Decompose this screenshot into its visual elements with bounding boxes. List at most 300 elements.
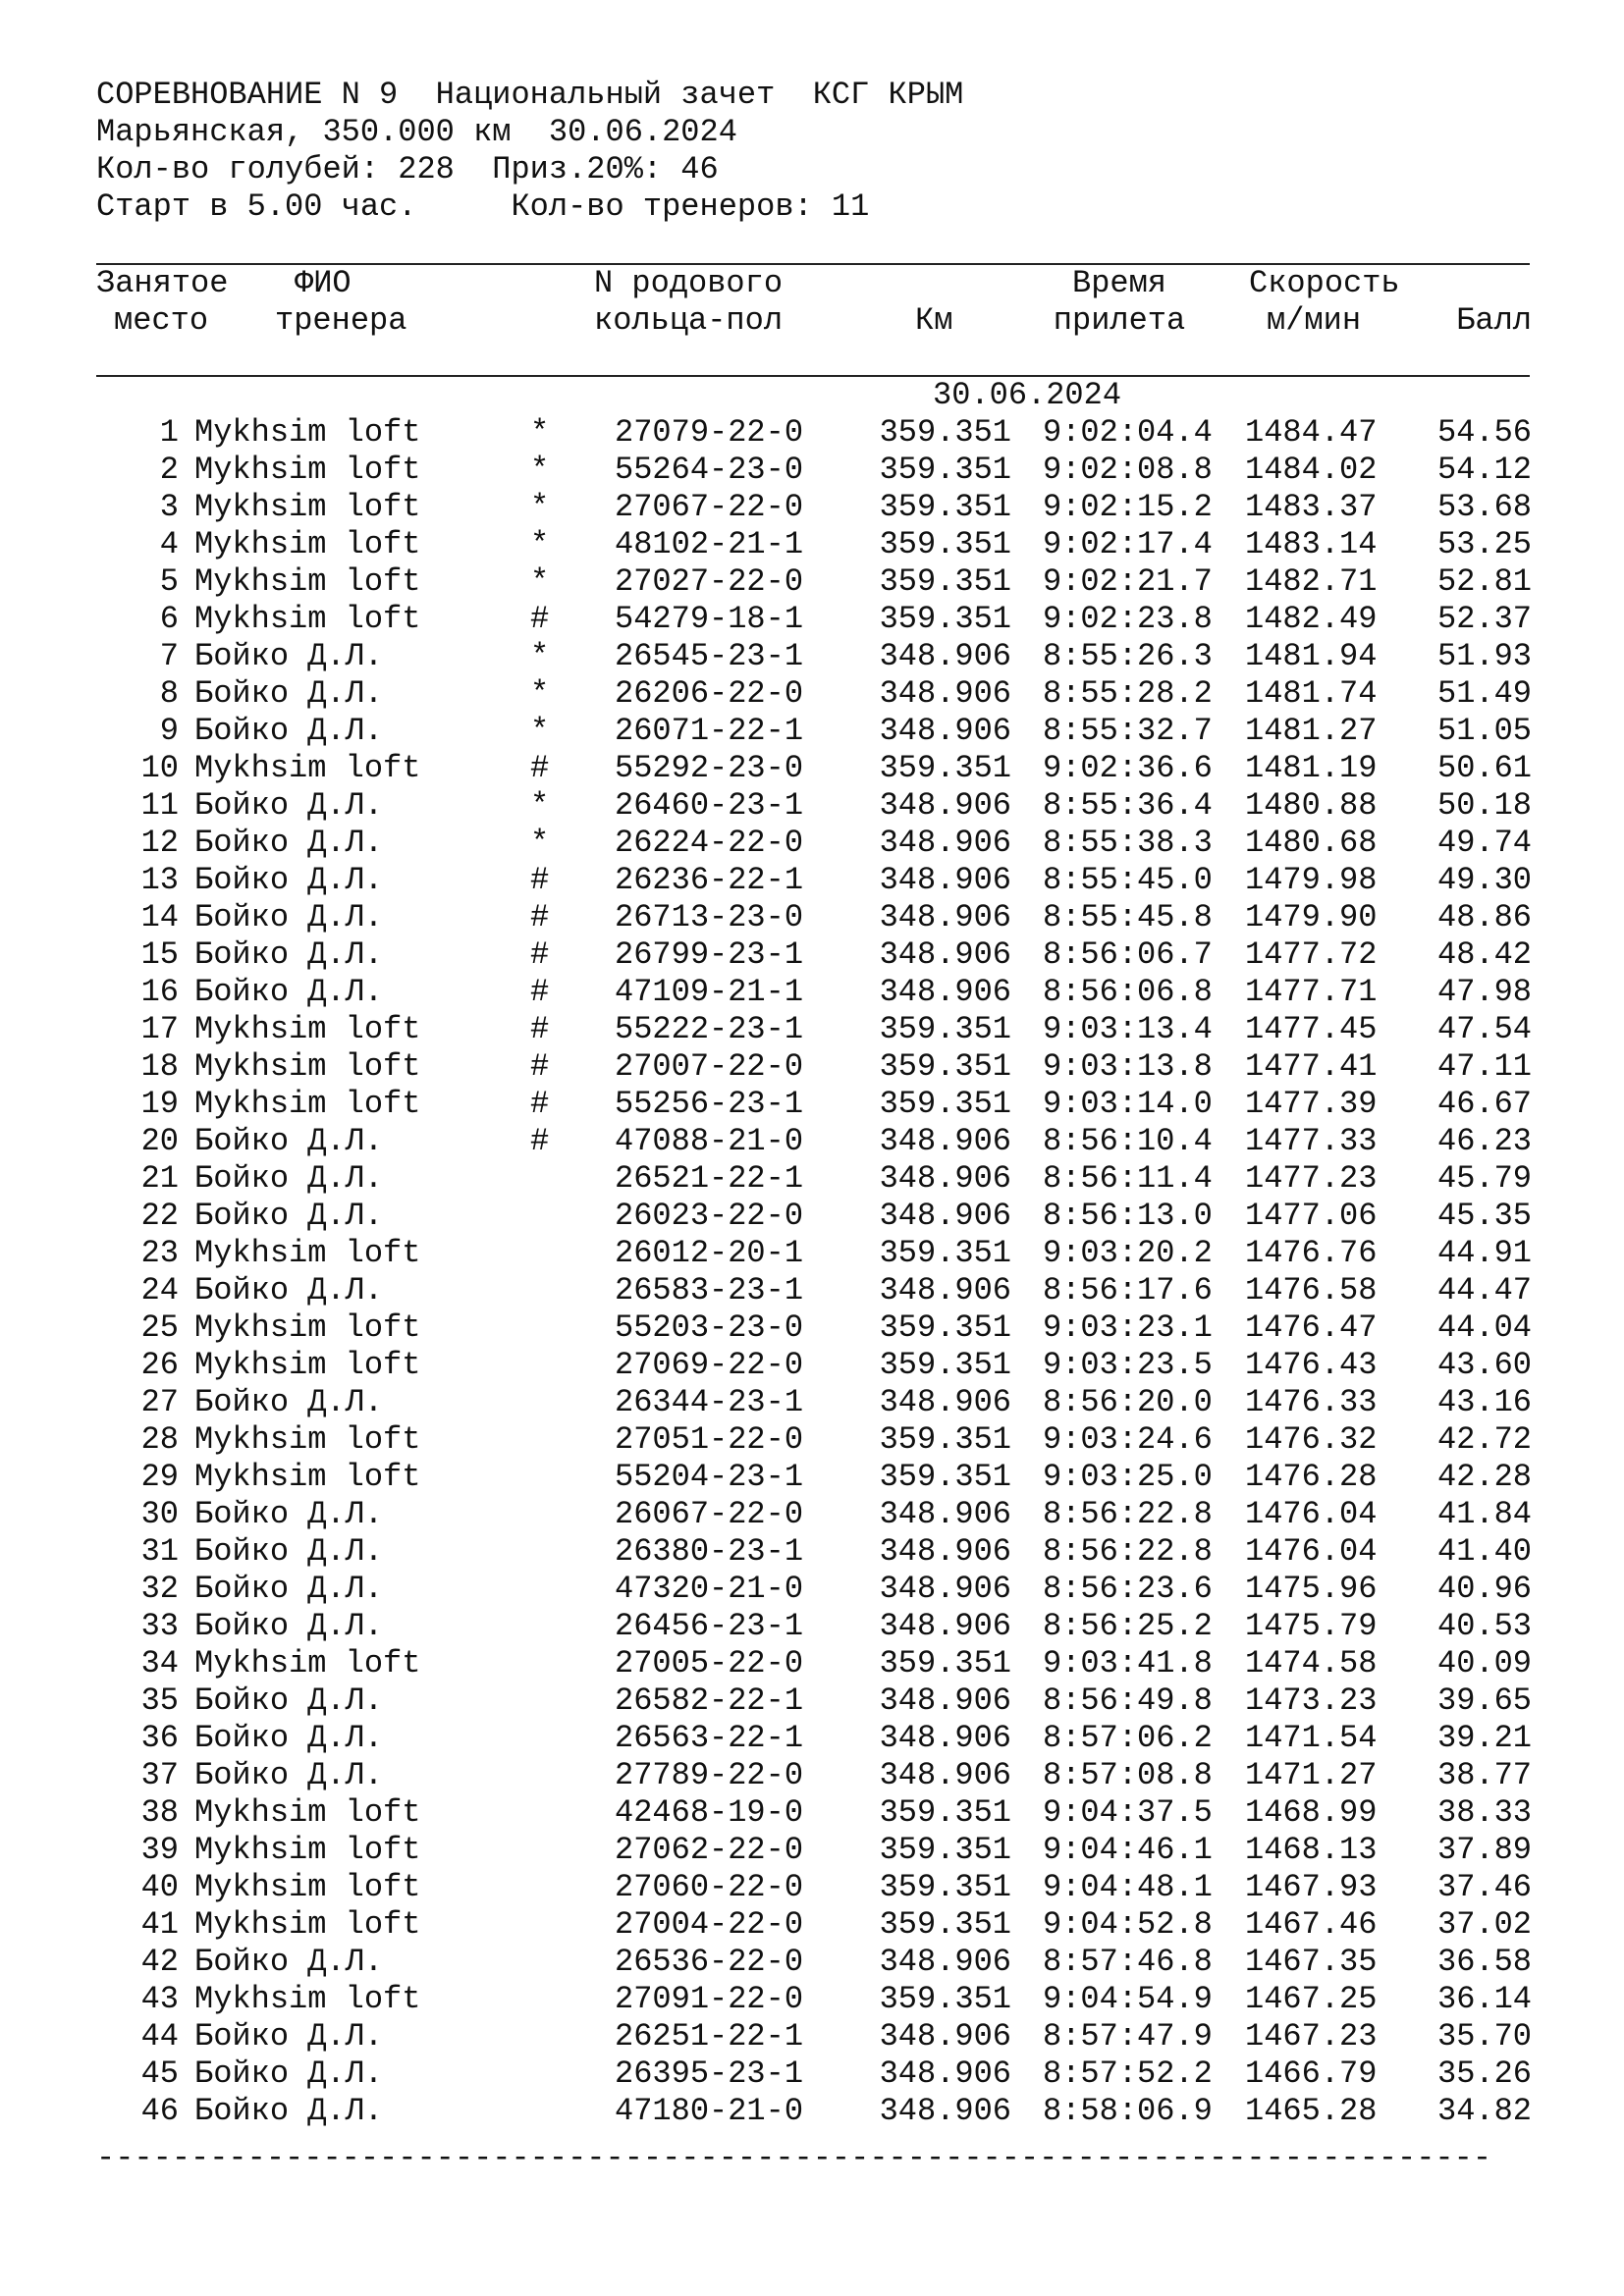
row-arrival-time: 8:57:46.8 (1043, 1944, 1213, 1980)
row-place: 1 (159, 414, 179, 451)
row-arrival-time: 8:58:06.9 (1043, 2093, 1213, 2129)
row-place: 21 (140, 1160, 179, 1197)
row-ring-number: 42468-19-0 (615, 1794, 804, 1831)
row-speed: 1476.32 (1245, 1421, 1378, 1458)
row-score: 53.68 (1436, 489, 1532, 525)
row-speed: 1481.94 (1245, 638, 1378, 674)
row-trainer-name: Бойко Д.Л. (194, 675, 384, 712)
row-ring-number: 27004-22-0 (615, 1906, 804, 1943)
row-score: 45.79 (1436, 1160, 1532, 1197)
row-trainer-name: Mykhsim loft (194, 1048, 421, 1085)
row-distance-km: 348.906 (879, 638, 1011, 674)
row-score: 41.40 (1436, 1533, 1532, 1570)
row-mark: # (530, 974, 550, 1010)
row-score: 45.35 (1436, 1198, 1532, 1234)
row-place: 19 (140, 1086, 179, 1122)
row-distance-km: 359.351 (879, 563, 1011, 600)
row-ring-number: 27789-22-0 (615, 1757, 804, 1793)
row-speed: 1476.33 (1245, 1384, 1378, 1420)
row-distance-km: 359.351 (879, 1309, 1011, 1346)
row-speed: 1467.23 (1245, 2018, 1378, 2055)
row-place: 17 (140, 1011, 179, 1047)
row-ring-number: 27091-22-0 (615, 1981, 804, 2017)
pigeon-count: Кол-во голубей: 228 Приз.20%: 46 (96, 151, 719, 187)
row-distance-km: 359.351 (879, 750, 1011, 786)
row-ring-number: 26206-22-0 (615, 675, 804, 712)
row-place: 9 (159, 713, 179, 749)
row-arrival-time: 9:02:08.8 (1043, 452, 1213, 488)
row-arrival-time: 8:56:23.6 (1043, 1571, 1213, 1607)
row-arrival-time: 9:03:13.4 (1043, 1011, 1213, 1047)
row-trainer-name: Бойко Д.Л. (194, 936, 384, 973)
row-arrival-time: 8:56:11.4 (1043, 1160, 1213, 1197)
row-ring-number: 26023-22-0 (615, 1198, 804, 1234)
row-distance-km: 348.906 (879, 2056, 1011, 2092)
row-score: 36.58 (1436, 1944, 1532, 1980)
row-distance-km: 359.351 (879, 452, 1011, 488)
row-score: 44.04 (1436, 1309, 1532, 1346)
row-ring-number: 54279-18-1 (615, 601, 804, 637)
row-ring-number: 55256-23-1 (615, 1086, 804, 1122)
row-trainer-name: Бойко Д.Л. (194, 1496, 384, 1532)
row-arrival-time: 8:55:28.2 (1043, 675, 1213, 712)
row-speed: 1477.23 (1245, 1160, 1378, 1197)
row-mark: # (530, 862, 550, 898)
row-speed: 1477.06 (1245, 1198, 1378, 1234)
row-ring-number: 26456-23-1 (615, 1608, 804, 1644)
row-ring-number: 26344-23-1 (615, 1384, 804, 1420)
row-place: 29 (140, 1459, 179, 1495)
row-distance-km: 348.906 (879, 1944, 1011, 1980)
row-mark: * (530, 563, 550, 600)
row-arrival-time: 8:56:06.7 (1043, 936, 1213, 973)
row-place: 30 (140, 1496, 179, 1532)
row-place: 44 (140, 2018, 179, 2055)
footer-dashed-rule: -------------------------------------------------------------------------- (96, 2140, 1492, 2176)
row-speed: 1476.43 (1245, 1347, 1378, 1383)
row-arrival-time: 8:55:32.7 (1043, 713, 1213, 749)
row-arrival-time: 9:03:23.1 (1043, 1309, 1213, 1346)
row-place: 34 (140, 1645, 179, 1682)
row-arrival-time: 8:57:06.2 (1043, 1720, 1213, 1756)
row-distance-km: 359.351 (879, 1981, 1011, 2017)
row-trainer-name: Mykhsim loft (194, 1011, 421, 1047)
row-trainer-name: Mykhsim loft (194, 1832, 421, 1868)
date-section-label: 30.06.2024 (933, 377, 1122, 413)
race-location-date: Марьянская, 350.000 км 30.06.2024 (96, 114, 737, 150)
row-trainer-name: Бойко Д.Л. (194, 825, 384, 861)
row-speed: 1466.79 (1245, 2056, 1378, 2092)
row-distance-km: 359.351 (879, 1869, 1011, 1905)
row-arrival-time: 9:02:23.8 (1043, 601, 1213, 637)
row-ring-number: 26460-23-1 (615, 787, 804, 824)
row-arrival-time: 8:56:20.0 (1043, 1384, 1213, 1420)
row-speed: 1481.27 (1245, 713, 1378, 749)
row-score: 35.70 (1436, 2018, 1532, 2055)
row-arrival-time: 8:56:49.8 (1043, 1682, 1213, 1719)
row-ring-number: 26536-22-0 (615, 1944, 804, 1980)
row-trainer-name: Mykhsim loft (194, 1421, 421, 1458)
row-distance-km: 348.906 (879, 1571, 1011, 1607)
row-distance-km: 348.906 (879, 1608, 1011, 1644)
row-place: 18 (140, 1048, 179, 1085)
row-speed: 1480.68 (1245, 825, 1378, 861)
row-score: 51.93 (1436, 638, 1532, 674)
row-score: 40.09 (1436, 1645, 1532, 1682)
row-place: 15 (140, 936, 179, 973)
row-distance-km: 348.906 (879, 862, 1011, 898)
row-arrival-time: 8:56:25.2 (1043, 1608, 1213, 1644)
row-ring-number: 27027-22-0 (615, 563, 804, 600)
row-ring-number: 26071-22-1 (615, 713, 804, 749)
row-score: 52.37 (1436, 601, 1532, 637)
row-score: 54.12 (1436, 452, 1532, 488)
row-ring-number: 27067-22-0 (615, 489, 804, 525)
row-place: 12 (140, 825, 179, 861)
row-mark: # (530, 899, 550, 935)
row-score: 48.42 (1436, 936, 1532, 973)
row-arrival-time: 9:04:54.9 (1043, 1981, 1213, 2017)
row-arrival-time: 8:56:06.8 (1043, 974, 1213, 1010)
row-place: 45 (140, 2056, 179, 2092)
row-mark: * (530, 787, 550, 824)
row-place: 39 (140, 1832, 179, 1868)
row-place: 41 (140, 1906, 179, 1943)
row-trainer-name: Бойко Д.Л. (194, 1944, 384, 1980)
row-place: 10 (140, 750, 179, 786)
row-arrival-time: 9:03:14.0 (1043, 1086, 1213, 1122)
row-distance-km: 359.351 (879, 1794, 1011, 1831)
row-trainer-name: Mykhsim loft (194, 563, 421, 600)
row-arrival-time: 9:02:21.7 (1043, 563, 1213, 600)
row-distance-km: 359.351 (879, 1421, 1011, 1458)
row-ring-number: 26395-23-1 (615, 2056, 804, 2092)
row-place: 28 (140, 1421, 179, 1458)
row-place: 31 (140, 1533, 179, 1570)
row-distance-km: 359.351 (879, 601, 1011, 637)
row-speed: 1484.02 (1245, 452, 1378, 488)
row-speed: 1479.90 (1245, 899, 1378, 935)
row-distance-km: 348.906 (879, 2018, 1011, 2055)
row-speed: 1475.79 (1245, 1608, 1378, 1644)
row-trainer-name: Бойко Д.Л. (194, 2056, 384, 2092)
row-speed: 1483.37 (1245, 489, 1378, 525)
row-speed: 1477.41 (1245, 1048, 1378, 1085)
row-arrival-time: 9:02:36.6 (1043, 750, 1213, 786)
row-arrival-time: 8:57:47.9 (1043, 2018, 1213, 2055)
row-trainer-name: Бойко Д.Л. (194, 1384, 384, 1420)
row-place: 6 (159, 601, 179, 637)
row-distance-km: 348.906 (879, 1198, 1011, 1234)
row-ring-number: 26799-23-1 (615, 936, 804, 973)
row-place: 7 (159, 638, 179, 674)
row-ring-number: 27079-22-0 (615, 414, 804, 451)
row-arrival-time: 9:03:23.5 (1043, 1347, 1213, 1383)
row-trainer-name: Бойко Д.Л. (194, 862, 384, 898)
row-speed: 1465.28 (1245, 2093, 1378, 2129)
row-speed: 1474.58 (1245, 1645, 1378, 1682)
col-time-header-1: Время (1071, 265, 1166, 301)
row-arrival-time: 9:04:37.5 (1043, 1794, 1213, 1831)
row-speed: 1484.47 (1245, 414, 1378, 451)
row-score: 34.82 (1436, 2093, 1532, 2129)
row-ring-number: 27007-22-0 (615, 1048, 804, 1085)
row-ring-number: 55203-23-0 (615, 1309, 804, 1346)
row-place: 32 (140, 1571, 179, 1607)
row-trainer-name: Бойко Д.Л. (194, 1757, 384, 1793)
row-ring-number: 27060-22-0 (615, 1869, 804, 1905)
row-distance-km: 348.906 (879, 1384, 1011, 1420)
row-distance-km: 359.351 (879, 1645, 1011, 1682)
row-trainer-name: Mykhsim loft (194, 1309, 421, 1346)
row-score: 43.60 (1436, 1347, 1532, 1383)
row-distance-km: 348.906 (879, 1682, 1011, 1719)
row-place: 46 (140, 2093, 179, 2129)
row-distance-km: 359.351 (879, 489, 1011, 525)
row-mark: # (530, 1048, 550, 1085)
row-trainer-name: Бойко Д.Л. (194, 713, 384, 749)
row-speed: 1467.35 (1245, 1944, 1378, 1980)
row-score: 44.91 (1436, 1235, 1532, 1271)
row-place: 37 (140, 1757, 179, 1793)
row-ring-number: 55292-23-0 (615, 750, 804, 786)
row-score: 52.81 (1436, 563, 1532, 600)
row-distance-km: 348.906 (879, 1496, 1011, 1532)
row-distance-km: 348.906 (879, 1533, 1011, 1570)
row-distance-km: 359.351 (879, 526, 1011, 562)
row-speed: 1477.72 (1245, 936, 1378, 973)
row-arrival-time: 9:02:15.2 (1043, 489, 1213, 525)
row-trainer-name: Mykhsim loft (194, 601, 421, 637)
col-name-header-2: тренера (275, 302, 407, 339)
row-score: 46.67 (1436, 1086, 1532, 1122)
row-place: 24 (140, 1272, 179, 1308)
row-place: 40 (140, 1869, 179, 1905)
row-score: 36.14 (1436, 1981, 1532, 2017)
row-speed: 1468.99 (1245, 1794, 1378, 1831)
row-ring-number: 26545-23-1 (615, 638, 804, 674)
row-trainer-name: Mykhsim loft (194, 750, 421, 786)
row-score: 50.61 (1436, 750, 1532, 786)
row-score: 49.30 (1436, 862, 1532, 898)
row-speed: 1467.93 (1245, 1869, 1378, 1905)
row-speed: 1480.88 (1245, 787, 1378, 824)
row-arrival-time: 8:57:52.2 (1043, 2056, 1213, 2092)
row-place: 22 (140, 1198, 179, 1234)
row-arrival-time: 9:02:04.4 (1043, 414, 1213, 451)
row-speed: 1477.33 (1245, 1123, 1378, 1159)
row-distance-km: 348.906 (879, 1272, 1011, 1308)
row-arrival-time: 8:56:22.8 (1043, 1533, 1213, 1570)
row-trainer-name: Бойко Д.Л. (194, 2093, 384, 2129)
row-place: 16 (140, 974, 179, 1010)
row-speed: 1471.54 (1245, 1720, 1378, 1756)
row-arrival-time: 8:55:38.3 (1043, 825, 1213, 861)
row-score: 35.26 (1436, 2056, 1532, 2092)
row-trainer-name: Бойко Д.Л. (194, 2018, 384, 2055)
row-ring-number: 48102-21-1 (615, 526, 804, 562)
row-speed: 1482.49 (1245, 601, 1378, 637)
row-score: 48.86 (1436, 899, 1532, 935)
row-mark: * (530, 452, 550, 488)
row-distance-km: 348.906 (879, 787, 1011, 824)
row-score: 40.53 (1436, 1608, 1532, 1644)
row-distance-km: 359.351 (879, 1906, 1011, 1943)
row-speed: 1467.25 (1245, 1981, 1378, 2017)
row-ring-number: 26236-22-1 (615, 862, 804, 898)
row-speed: 1468.13 (1245, 1832, 1378, 1868)
row-ring-number: 26012-20-1 (615, 1235, 804, 1271)
row-place: 11 (140, 787, 179, 824)
row-arrival-time: 8:55:45.8 (1043, 899, 1213, 935)
row-trainer-name: Mykhsim loft (194, 1869, 421, 1905)
row-trainer-name: Mykhsim loft (194, 1347, 421, 1383)
row-distance-km: 348.906 (879, 1757, 1011, 1793)
col-speed-header-2: м/мин (1267, 302, 1362, 339)
row-score: 37.89 (1436, 1832, 1532, 1868)
row-trainer-name: Mykhsim loft (194, 489, 421, 525)
row-trainer-name: Mykhsim loft (194, 1235, 421, 1271)
row-arrival-time: 9:02:17.4 (1043, 526, 1213, 562)
col-ring-header-2: кольца-пол (594, 302, 784, 339)
row-ring-number: 27005-22-0 (615, 1645, 804, 1682)
row-trainer-name: Бойко Д.Л. (194, 1720, 384, 1756)
row-ring-number: 26563-22-1 (615, 1720, 804, 1756)
row-distance-km: 359.351 (879, 1235, 1011, 1271)
row-ring-number: 26521-22-1 (615, 1160, 804, 1197)
row-distance-km: 359.351 (879, 1048, 1011, 1085)
row-ring-number: 55222-23-1 (615, 1011, 804, 1047)
row-arrival-time: 8:55:36.4 (1043, 787, 1213, 824)
row-arrival-time: 8:56:22.8 (1043, 1496, 1213, 1532)
col-time-header-2: прилета (1053, 302, 1186, 339)
row-mark: * (530, 414, 550, 451)
col-place-header-1: Занятое (96, 265, 229, 301)
row-distance-km: 348.906 (879, 974, 1011, 1010)
row-trainer-name: Бойко Д.Л. (194, 899, 384, 935)
row-speed: 1467.46 (1245, 1906, 1378, 1943)
row-score: 42.72 (1436, 1421, 1532, 1458)
row-place: 35 (140, 1682, 179, 1719)
row-arrival-time: 9:03:25.0 (1043, 1459, 1213, 1495)
row-score: 43.16 (1436, 1384, 1532, 1420)
row-arrival-time: 9:04:52.8 (1043, 1906, 1213, 1943)
row-place: 4 (159, 526, 179, 562)
row-trainer-name: Mykhsim loft (194, 414, 421, 451)
row-trainer-name: Бойко Д.Л. (194, 787, 384, 824)
row-score: 38.33 (1436, 1794, 1532, 1831)
row-speed: 1476.04 (1245, 1496, 1378, 1532)
row-speed: 1477.39 (1245, 1086, 1378, 1122)
row-speed: 1477.45 (1245, 1011, 1378, 1047)
row-distance-km: 348.906 (879, 1123, 1011, 1159)
row-place: 3 (159, 489, 179, 525)
row-place: 38 (140, 1794, 179, 1831)
row-trainer-name: Mykhsim loft (194, 1645, 421, 1682)
row-trainer-name: Mykhsim loft (194, 452, 421, 488)
row-speed: 1479.98 (1245, 862, 1378, 898)
row-ring-number: 27062-22-0 (615, 1832, 804, 1868)
row-arrival-time: 9:04:46.1 (1043, 1832, 1213, 1868)
row-score: 47.11 (1436, 1048, 1532, 1085)
row-score: 37.02 (1436, 1906, 1532, 1943)
row-mark: * (530, 713, 550, 749)
col-place-header-2: место (114, 302, 209, 339)
row-score: 39.65 (1436, 1682, 1532, 1719)
row-distance-km: 359.351 (879, 1086, 1011, 1122)
row-ring-number: 26251-22-1 (615, 2018, 804, 2055)
row-trainer-name: Бойко Д.Л. (194, 1608, 384, 1644)
row-trainer-name: Бойко Д.Л. (194, 638, 384, 674)
row-speed: 1476.47 (1245, 1309, 1378, 1346)
row-ring-number: 26224-22-0 (615, 825, 804, 861)
row-ring-number: 26067-22-0 (615, 1496, 804, 1532)
col-ring-header-1: N родового (594, 265, 784, 301)
row-distance-km: 348.906 (879, 825, 1011, 861)
row-score: 39.21 (1436, 1720, 1532, 1756)
row-place: 25 (140, 1309, 179, 1346)
row-trainer-name: Бойко Д.Л. (194, 1272, 384, 1308)
row-place: 14 (140, 899, 179, 935)
row-ring-number: 55264-23-0 (615, 452, 804, 488)
row-speed: 1476.28 (1245, 1459, 1378, 1495)
row-speed: 1476.76 (1245, 1235, 1378, 1271)
row-place: 13 (140, 862, 179, 898)
row-speed: 1481.74 (1245, 675, 1378, 712)
row-trainer-name: Mykhsim loft (194, 1981, 421, 2017)
row-place: 8 (159, 675, 179, 712)
row-arrival-time: 9:03:41.8 (1043, 1645, 1213, 1682)
row-score: 38.77 (1436, 1757, 1532, 1793)
competition-title: СОРЕВНОВАНИЕ N 9 Национальный зачет КСГ КРЫМ (96, 77, 964, 113)
row-speed: 1477.71 (1245, 974, 1378, 1010)
row-ring-number: 26713-23-0 (615, 899, 804, 935)
row-arrival-time: 8:56:13.0 (1043, 1198, 1213, 1234)
row-place: 43 (140, 1981, 179, 2017)
row-place: 42 (140, 1944, 179, 1980)
row-score: 47.98 (1436, 974, 1532, 1010)
row-ring-number: 27051-22-0 (615, 1421, 804, 1458)
start-time-trainers: Старт в 5.00 час. Кол-во тренеров: 11 (96, 188, 870, 225)
row-mark: # (530, 936, 550, 973)
row-score: 41.84 (1436, 1496, 1532, 1532)
row-mark: * (530, 675, 550, 712)
row-mark: * (530, 526, 550, 562)
row-mark: # (530, 1123, 550, 1159)
row-score: 51.49 (1436, 675, 1532, 712)
row-score: 50.18 (1436, 787, 1532, 824)
row-place: 26 (140, 1347, 179, 1383)
row-place: 20 (140, 1123, 179, 1159)
row-ring-number: 47088-21-0 (615, 1123, 804, 1159)
row-score: 51.05 (1436, 713, 1532, 749)
col-name-header-1: ФИО (295, 265, 352, 301)
row-trainer-name: Бойко Д.Л. (194, 1123, 384, 1159)
row-mark: * (530, 825, 550, 861)
col-score-header: Балл (1456, 302, 1532, 339)
row-trainer-name: Бойко Д.Л. (194, 1198, 384, 1234)
row-mark: * (530, 489, 550, 525)
row-distance-km: 348.906 (879, 899, 1011, 935)
row-distance-km: 348.906 (879, 1720, 1011, 1756)
row-score: 47.54 (1436, 1011, 1532, 1047)
row-place: 2 (159, 452, 179, 488)
row-arrival-time: 8:56:10.4 (1043, 1123, 1213, 1159)
row-distance-km: 359.351 (879, 1832, 1011, 1868)
row-score: 54.56 (1436, 414, 1532, 451)
row-distance-km: 348.906 (879, 936, 1011, 973)
row-speed: 1476.04 (1245, 1533, 1378, 1570)
